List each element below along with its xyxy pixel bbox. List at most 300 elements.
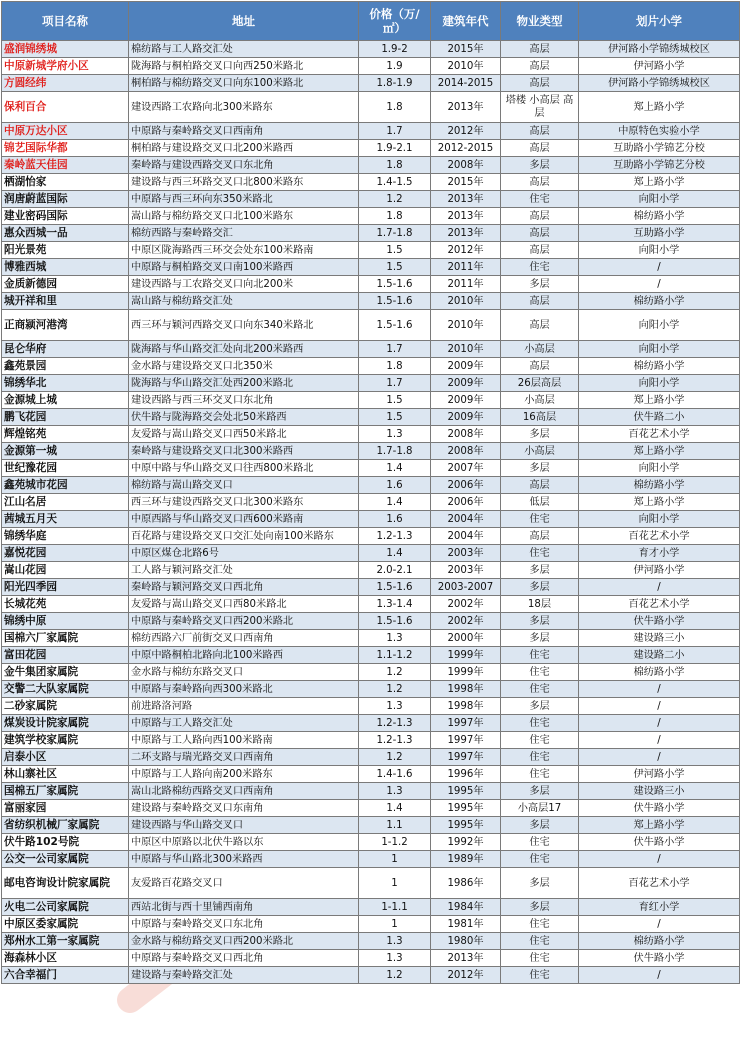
cell-build-year[interactable]: 2013年 <box>431 225 501 242</box>
cell-price[interactable]: 1-1.2 <box>359 834 431 851</box>
cell-price[interactable]: 1.3 <box>359 933 431 950</box>
cell-address[interactable]: 中原路与秦岭路交叉口西200米路北 <box>129 613 359 630</box>
cell-price[interactable]: 1.2-1.3 <box>359 732 431 749</box>
cell-property-type[interactable]: 小高层 <box>501 392 579 409</box>
cell-project-name[interactable]: 公交一公司家属院 <box>2 851 129 868</box>
cell-school[interactable]: 向阳小学 <box>579 242 740 259</box>
cell-address[interactable]: 棉纺西路与秦岭路交汇 <box>129 225 359 242</box>
cell-property-type[interactable]: 多层 <box>501 899 579 916</box>
cell-property-type[interactable]: 高层 <box>501 208 579 225</box>
cell-project-name[interactable]: 富田花园 <box>2 647 129 664</box>
cell-build-year[interactable]: 2010年 <box>431 341 501 358</box>
header-cell-year[interactable]: 建筑年代 <box>431 2 501 41</box>
cell-price[interactable]: 1.4 <box>359 460 431 477</box>
cell-build-year[interactable]: 1999年 <box>431 664 501 681</box>
cell-price[interactable]: 1.9 <box>359 58 431 75</box>
cell-build-year[interactable]: 2015年 <box>431 174 501 191</box>
cell-school[interactable]: 棉纺路小学 <box>579 358 740 375</box>
cell-project-name[interactable]: 润唐蔚蓝国际 <box>2 191 129 208</box>
cell-build-year[interactable]: 2003-2007 <box>431 579 501 596</box>
cell-property-type[interactable]: 住宅 <box>501 749 579 766</box>
cell-address[interactable]: 中原路与华山路北300米路西 <box>129 851 359 868</box>
cell-address[interactable]: 金水路与建设路交叉口北350米 <box>129 358 359 375</box>
cell-build-year[interactable]: 2003年 <box>431 562 501 579</box>
cell-build-year[interactable]: 1992年 <box>431 834 501 851</box>
cell-build-year[interactable]: 2009年 <box>431 392 501 409</box>
cell-property-type[interactable]: 高层 <box>501 293 579 310</box>
cell-property-type[interactable]: 住宅 <box>501 933 579 950</box>
cell-address[interactable]: 工人路与颖河路交汇处 <box>129 562 359 579</box>
cell-property-type[interactable]: 多层 <box>501 817 579 834</box>
cell-project-name[interactable]: 盛润锦绣城 <box>2 41 129 58</box>
cell-price[interactable]: 1.2 <box>359 967 431 984</box>
cell-address[interactable]: 秦岭路与颖河路交叉口西北角 <box>129 579 359 596</box>
cell-property-type[interactable]: 住宅 <box>501 851 579 868</box>
cell-build-year[interactable]: 2008年 <box>431 157 501 174</box>
cell-build-year[interactable]: 1998年 <box>431 681 501 698</box>
cell-project-name[interactable]: 海森林小区 <box>2 950 129 967</box>
cell-build-year[interactable]: 1981年 <box>431 916 501 933</box>
cell-property-type[interactable]: 住宅 <box>501 766 579 783</box>
cell-property-type[interactable]: 塔楼 小高层 高层 <box>501 92 579 123</box>
cell-address[interactable]: 伏牛路与陇海路交会处北50米路西 <box>129 409 359 426</box>
cell-price[interactable]: 1.8 <box>359 208 431 225</box>
cell-school[interactable]: 郑上路小学 <box>579 92 740 123</box>
cell-build-year[interactable]: 2010年 <box>431 58 501 75</box>
cell-property-type[interactable]: 住宅 <box>501 545 579 562</box>
cell-property-type[interactable]: 多层 <box>501 698 579 715</box>
cell-address[interactable]: 建设西路与华山路交叉口 <box>129 817 359 834</box>
cell-address[interactable]: 陇海路与华山路交汇处向北200米路西 <box>129 341 359 358</box>
cell-build-year[interactable]: 1997年 <box>431 732 501 749</box>
cell-price[interactable]: 1.4-1.6 <box>359 766 431 783</box>
cell-address[interactable]: 中原路与工人路交汇处 <box>129 715 359 732</box>
cell-school[interactable]: / <box>579 967 740 984</box>
cell-address[interactable]: 中原中路与华山路交叉口往西800米路北 <box>129 460 359 477</box>
cell-property-type[interactable]: 住宅 <box>501 834 579 851</box>
cell-property-type[interactable]: 小高层17 <box>501 800 579 817</box>
cell-project-name[interactable]: 国棉五厂家属院 <box>2 783 129 800</box>
cell-property-type[interactable]: 16高层 <box>501 409 579 426</box>
cell-school[interactable]: / <box>579 732 740 749</box>
cell-school[interactable]: 郑上路小学 <box>579 817 740 834</box>
cell-address[interactable]: 中原中路桐柏北路向北100米路西 <box>129 647 359 664</box>
cell-build-year[interactable]: 1980年 <box>431 933 501 950</box>
cell-school[interactable]: 向阳小学 <box>579 191 740 208</box>
cell-address[interactable]: 西三环与颖河西路交叉口向东340米路北 <box>129 310 359 341</box>
cell-build-year[interactable]: 2003年 <box>431 545 501 562</box>
cell-school[interactable]: 伏牛路小学 <box>579 613 740 630</box>
cell-price[interactable]: 1.5 <box>359 242 431 259</box>
cell-project-name[interactable]: 阳光景苑 <box>2 242 129 259</box>
cell-project-name[interactable]: 金源第一城 <box>2 443 129 460</box>
cell-address[interactable]: 友爱路与嵩山路交叉口西80米路北 <box>129 596 359 613</box>
cell-project-name[interactable]: 中原万达小区 <box>2 123 129 140</box>
cell-school[interactable]: 郑上路小学 <box>579 174 740 191</box>
cell-address[interactable]: 秦岭路与建设路交叉口北300米路西 <box>129 443 359 460</box>
cell-project-name[interactable]: 惠众西城一品 <box>2 225 129 242</box>
cell-price[interactable]: 1.4 <box>359 545 431 562</box>
cell-school[interactable]: 建设路三小 <box>579 630 740 647</box>
cell-property-type[interactable]: 住宅 <box>501 664 579 681</box>
cell-build-year[interactable]: 2012年 <box>431 123 501 140</box>
cell-project-name[interactable]: 江山名居 <box>2 494 129 511</box>
cell-address[interactable]: 二环支路与瑞光路交叉口西南角 <box>129 749 359 766</box>
cell-price[interactable]: 1.1-1.2 <box>359 647 431 664</box>
cell-build-year[interactable]: 2014-2015 <box>431 75 501 92</box>
cell-project-name[interactable]: 鑫苑景园 <box>2 358 129 375</box>
cell-project-name[interactable]: 国棉六厂家属院 <box>2 630 129 647</box>
cell-property-type[interactable]: 高层 <box>501 225 579 242</box>
cell-address[interactable]: 中原路与秦岭路向西300米路北 <box>129 681 359 698</box>
cell-project-name[interactable]: 富丽家园 <box>2 800 129 817</box>
cell-address[interactable]: 秦岭路与建设西路交叉口东北角 <box>129 157 359 174</box>
cell-price[interactable]: 1 <box>359 916 431 933</box>
cell-school[interactable]: / <box>579 851 740 868</box>
cell-property-type[interactable]: 多层 <box>501 630 579 647</box>
cell-project-name[interactable]: 鑫苑城市花园 <box>2 477 129 494</box>
cell-school[interactable]: 建设路二小 <box>579 647 740 664</box>
cell-property-type[interactable]: 住宅 <box>501 715 579 732</box>
cell-build-year[interactable]: 2011年 <box>431 276 501 293</box>
cell-build-year[interactable]: 2013年 <box>431 208 501 225</box>
cell-property-type[interactable]: 住宅 <box>501 967 579 984</box>
cell-build-year[interactable]: 2009年 <box>431 409 501 426</box>
cell-school[interactable]: / <box>579 579 740 596</box>
cell-build-year[interactable]: 2006年 <box>431 477 501 494</box>
cell-price[interactable]: 1.3 <box>359 783 431 800</box>
cell-build-year[interactable]: 1995年 <box>431 817 501 834</box>
cell-price[interactable]: 1.1 <box>359 817 431 834</box>
cell-project-name[interactable]: 世纪豫花园 <box>2 460 129 477</box>
header-cell-address[interactable]: 地址 <box>129 2 359 41</box>
cell-property-type[interactable]: 低层 <box>501 494 579 511</box>
cell-project-name[interactable]: 金源城上城 <box>2 392 129 409</box>
cell-build-year[interactable]: 2008年 <box>431 443 501 460</box>
cell-project-name[interactable]: 秦岭蓝天佳园 <box>2 157 129 174</box>
cell-property-type[interactable]: 小高层 <box>501 341 579 358</box>
cell-price[interactable]: 1.4-1.5 <box>359 174 431 191</box>
cell-address[interactable]: 中原区煤仓北路6号 <box>129 545 359 562</box>
cell-price[interactable]: 1 <box>359 868 431 899</box>
cell-price[interactable]: 1-1.1 <box>359 899 431 916</box>
cell-school[interactable]: 互助路小学锦艺分校 <box>579 140 740 157</box>
cell-project-name[interactable]: 中原区委家属院 <box>2 916 129 933</box>
cell-property-type[interactable]: 多层 <box>501 562 579 579</box>
cell-price[interactable]: 1.5 <box>359 392 431 409</box>
cell-school[interactable]: 百花艺术小学 <box>579 528 740 545</box>
cell-build-year[interactable]: 2012年 <box>431 967 501 984</box>
cell-address[interactable]: 中原路与秦岭路交叉口西北角 <box>129 950 359 967</box>
cell-school[interactable]: 郑上路小学 <box>579 392 740 409</box>
cell-property-type[interactable]: 18层 <box>501 596 579 613</box>
cell-property-type[interactable]: 高层 <box>501 140 579 157</box>
cell-address[interactable]: 棉纺西路六厂前街交叉口西南角 <box>129 630 359 647</box>
cell-school[interactable]: 中原特色实验小学 <box>579 123 740 140</box>
cell-price[interactable]: 1.7-1.8 <box>359 225 431 242</box>
cell-address[interactable]: 桐柏路与建设路交叉口北200米路西 <box>129 140 359 157</box>
cell-address[interactable]: 百花路与建设路交叉口交汇处向南100米路东 <box>129 528 359 545</box>
cell-address[interactable]: 建设路与西三环路交叉口北800米路东 <box>129 174 359 191</box>
cell-property-type[interactable]: 高层 <box>501 477 579 494</box>
cell-build-year[interactable]: 1989年 <box>431 851 501 868</box>
cell-address[interactable]: 前进路洛河路 <box>129 698 359 715</box>
cell-school[interactable]: 棉纺路小学 <box>579 477 740 494</box>
cell-address[interactable]: 建设路与秦岭路交叉口东南角 <box>129 800 359 817</box>
cell-build-year[interactable]: 2004年 <box>431 511 501 528</box>
cell-address[interactable]: 建设西路与西三环交叉口东北角 <box>129 392 359 409</box>
cell-address[interactable]: 嵩山路与棉纺路交汇处 <box>129 293 359 310</box>
cell-build-year[interactable]: 2012年 <box>431 242 501 259</box>
cell-property-type[interactable]: 多层 <box>501 157 579 174</box>
cell-build-year[interactable]: 2004年 <box>431 528 501 545</box>
cell-school[interactable]: 伏牛路小学 <box>579 800 740 817</box>
cell-project-name[interactable]: 省纺织机械厂家属院 <box>2 817 129 834</box>
cell-property-type[interactable]: 26层高层 <box>501 375 579 392</box>
cell-address[interactable]: 金水路与棉纺路交叉口西200米路北 <box>129 933 359 950</box>
cell-price[interactable]: 1.5 <box>359 409 431 426</box>
cell-price[interactable]: 1.4 <box>359 494 431 511</box>
cell-price[interactable]: 2.0-2.1 <box>359 562 431 579</box>
cell-property-type[interactable]: 住宅 <box>501 511 579 528</box>
cell-address[interactable]: 陇海路与桐柏路交叉口向西250米路北 <box>129 58 359 75</box>
cell-address[interactable]: 棉纺路与嵩山路交叉口 <box>129 477 359 494</box>
cell-address[interactable]: 西站北街与西十里铺西南角 <box>129 899 359 916</box>
cell-school[interactable]: 向阳小学 <box>579 460 740 477</box>
cell-project-name[interactable]: 方圆经纬 <box>2 75 129 92</box>
cell-price[interactable]: 1.4 <box>359 800 431 817</box>
cell-build-year[interactable]: 1999年 <box>431 647 501 664</box>
cell-address[interactable]: 中原路与工人路向西100米路南 <box>129 732 359 749</box>
cell-build-year[interactable]: 1997年 <box>431 749 501 766</box>
cell-project-name[interactable]: 阳光四季园 <box>2 579 129 596</box>
cell-property-type[interactable]: 住宅 <box>501 916 579 933</box>
cell-property-type[interactable]: 小高层 <box>501 443 579 460</box>
cell-project-name[interactable]: 城开祥和里 <box>2 293 129 310</box>
cell-price[interactable]: 1.9-2.1 <box>359 140 431 157</box>
cell-project-name[interactable]: 伏牛路102号院 <box>2 834 129 851</box>
cell-project-name[interactable]: 辉煌铭苑 <box>2 426 129 443</box>
cell-school[interactable]: 棉纺路小学 <box>579 208 740 225</box>
cell-price[interactable]: 1.8 <box>359 157 431 174</box>
cell-school[interactable]: 伏牛路小学 <box>579 950 740 967</box>
cell-build-year[interactable]: 2009年 <box>431 358 501 375</box>
cell-price[interactable]: 1.5-1.6 <box>359 293 431 310</box>
cell-price[interactable]: 1.7 <box>359 123 431 140</box>
cell-school[interactable]: 百花艺术小学 <box>579 596 740 613</box>
cell-price[interactable]: 1.6 <box>359 511 431 528</box>
cell-property-type[interactable]: 住宅 <box>501 191 579 208</box>
cell-address[interactable]: 中原路与秦岭路交叉口东北角 <box>129 916 359 933</box>
cell-project-name[interactable]: 启泰小区 <box>2 749 129 766</box>
cell-price[interactable]: 1.7 <box>359 375 431 392</box>
cell-project-name[interactable]: 火电二公司家属院 <box>2 899 129 916</box>
cell-build-year[interactable]: 2012-2015 <box>431 140 501 157</box>
cell-build-year[interactable]: 2013年 <box>431 950 501 967</box>
cell-project-name[interactable]: 交警二大队家属院 <box>2 681 129 698</box>
cell-build-year[interactable]: 2002年 <box>431 596 501 613</box>
cell-address[interactable]: 建设路与秦岭路交汇处 <box>129 967 359 984</box>
cell-school[interactable]: / <box>579 715 740 732</box>
cell-address[interactable]: 中原路与西三环向东350米路北 <box>129 191 359 208</box>
cell-address[interactable]: 友爱路与嵩山路交叉口西50米路北 <box>129 426 359 443</box>
cell-price[interactable]: 1.3 <box>359 950 431 967</box>
cell-school[interactable]: 棉纺路小学 <box>579 293 740 310</box>
cell-project-name[interactable]: 保利百合 <box>2 92 129 123</box>
cell-price[interactable]: 1.7-1.8 <box>359 443 431 460</box>
cell-address[interactable]: 中原区中原路以北伏牛路以东 <box>129 834 359 851</box>
cell-price[interactable]: 1.5-1.6 <box>359 276 431 293</box>
cell-build-year[interactable]: 2010年 <box>431 293 501 310</box>
cell-school[interactable]: 郑上路小学 <box>579 494 740 511</box>
cell-project-name[interactable]: 长城花苑 <box>2 596 129 613</box>
cell-address[interactable]: 陇海路与华山路交汇处西200米路北 <box>129 375 359 392</box>
cell-project-name[interactable]: 邮电咨询设计院家属院 <box>2 868 129 899</box>
cell-school[interactable]: / <box>579 916 740 933</box>
cell-price[interactable]: 1.7 <box>359 341 431 358</box>
cell-address[interactable]: 中原路与工人路向南200米路东 <box>129 766 359 783</box>
cell-school[interactable]: 棉纺路小学 <box>579 933 740 950</box>
header-cell-school[interactable]: 划片小学 <box>579 2 740 41</box>
cell-school[interactable]: 育才小学 <box>579 545 740 562</box>
cell-property-type[interactable]: 高层 <box>501 123 579 140</box>
cell-build-year[interactable]: 1986年 <box>431 868 501 899</box>
cell-project-name[interactable]: 金质新德园 <box>2 276 129 293</box>
cell-project-name[interactable]: 锦绣华北 <box>2 375 129 392</box>
cell-property-type[interactable]: 住宅 <box>501 732 579 749</box>
cell-address[interactable]: 中原西路与华山路交叉口西600米路南 <box>129 511 359 528</box>
cell-school[interactable]: 育红小学 <box>579 899 740 916</box>
cell-school[interactable]: 郑上路小学 <box>579 443 740 460</box>
cell-build-year[interactable]: 1996年 <box>431 766 501 783</box>
cell-school[interactable]: 棉纺路小学 <box>579 664 740 681</box>
cell-school[interactable]: 向阳小学 <box>579 341 740 358</box>
cell-project-name[interactable]: 建筑学校家属院 <box>2 732 129 749</box>
cell-property-type[interactable]: 多层 <box>501 460 579 477</box>
cell-address[interactable]: 中原路与秦岭路交叉口西南角 <box>129 123 359 140</box>
cell-address[interactable]: 金水路与棉纺东路交叉口 <box>129 664 359 681</box>
cell-price[interactable]: 1.2 <box>359 681 431 698</box>
cell-price[interactable]: 1.5-1.6 <box>359 310 431 341</box>
cell-property-type[interactable]: 高层 <box>501 41 579 58</box>
cell-address[interactable]: 建设西路与工农路交叉口向北200米 <box>129 276 359 293</box>
cell-price[interactable]: 1 <box>359 851 431 868</box>
cell-build-year[interactable]: 2015年 <box>431 41 501 58</box>
cell-school[interactable]: 伊河路小学锦绣城校区 <box>579 41 740 58</box>
cell-project-name[interactable]: 林山寨社区 <box>2 766 129 783</box>
cell-school[interactable]: / <box>579 259 740 276</box>
cell-school[interactable]: 建设路三小 <box>579 783 740 800</box>
cell-address[interactable]: 嵩山北路棉纺西路交叉口西南角 <box>129 783 359 800</box>
cell-price[interactable]: 1.5 <box>359 259 431 276</box>
cell-price[interactable]: 1.3 <box>359 698 431 715</box>
cell-project-name[interactable]: 煤炭设计院家属院 <box>2 715 129 732</box>
cell-build-year[interactable]: 1995年 <box>431 783 501 800</box>
cell-price[interactable]: 1.2 <box>359 749 431 766</box>
header-cell-name[interactable]: 项目名称 <box>2 2 129 41</box>
cell-project-name[interactable]: 嘉悦花园 <box>2 545 129 562</box>
cell-property-type[interactable]: 住宅 <box>501 647 579 664</box>
cell-school[interactable]: / <box>579 276 740 293</box>
cell-project-name[interactable]: 金牛集团家属院 <box>2 664 129 681</box>
cell-address[interactable]: 嵩山路与棉纺路交叉口北100米路东 <box>129 208 359 225</box>
cell-property-type[interactable]: 住宅 <box>501 259 579 276</box>
cell-build-year[interactable]: 2008年 <box>431 426 501 443</box>
cell-property-type[interactable]: 高层 <box>501 310 579 341</box>
cell-project-name[interactable]: 鹏飞花园 <box>2 409 129 426</box>
header-cell-type[interactable]: 物业类型 <box>501 2 579 41</box>
cell-school[interactable]: 伊河路小学 <box>579 562 740 579</box>
cell-property-type[interactable]: 高层 <box>501 174 579 191</box>
cell-price[interactable]: 1.6 <box>359 477 431 494</box>
cell-price[interactable]: 1.3-1.4 <box>359 596 431 613</box>
cell-school[interactable]: 伊河路小学 <box>579 58 740 75</box>
cell-build-year[interactable]: 2007年 <box>431 460 501 477</box>
cell-project-name[interactable]: 昆仑华府 <box>2 341 129 358</box>
cell-address[interactable]: 棉纺路与工人路交汇处 <box>129 41 359 58</box>
cell-project-name[interactable]: 锦艺国际华都 <box>2 140 129 157</box>
cell-property-type[interactable]: 高层 <box>501 75 579 92</box>
cell-property-type[interactable]: 高层 <box>501 242 579 259</box>
cell-school[interactable]: 伊河路小学 <box>579 766 740 783</box>
cell-price[interactable]: 1.2-1.3 <box>359 528 431 545</box>
cell-address[interactable]: 友爱路百花路交叉口 <box>129 868 359 899</box>
cell-build-year[interactable]: 2006年 <box>431 494 501 511</box>
cell-school[interactable]: / <box>579 698 740 715</box>
cell-build-year[interactable]: 1997年 <box>431 715 501 732</box>
cell-school[interactable]: / <box>579 681 740 698</box>
cell-project-name[interactable]: 正商颍河港湾 <box>2 310 129 341</box>
cell-price[interactable]: 1.8 <box>359 92 431 123</box>
cell-address[interactable]: 建设西路工农路向北300米路东 <box>129 92 359 123</box>
cell-price[interactable]: 1.3 <box>359 630 431 647</box>
cell-build-year[interactable]: 2013年 <box>431 191 501 208</box>
cell-price[interactable]: 1.9-2 <box>359 41 431 58</box>
cell-property-type[interactable]: 住宅 <box>501 681 579 698</box>
cell-price[interactable]: 1.2 <box>359 191 431 208</box>
cell-project-name[interactable]: 嵩山花园 <box>2 562 129 579</box>
cell-project-name[interactable]: 建业密码国际 <box>2 208 129 225</box>
cell-property-type[interactable]: 多层 <box>501 579 579 596</box>
cell-address[interactable]: 西三环与建设西路交叉口北300米路东 <box>129 494 359 511</box>
cell-price[interactable]: 1.5-1.6 <box>359 579 431 596</box>
cell-property-type[interactable]: 多层 <box>501 426 579 443</box>
cell-project-name[interactable]: 六合幸福门 <box>2 967 129 984</box>
cell-address[interactable]: 桐柏路与棉纺路交叉口向东100米路北 <box>129 75 359 92</box>
cell-school[interactable]: 向阳小学 <box>579 511 740 528</box>
cell-property-type[interactable]: 住宅 <box>501 950 579 967</box>
cell-address[interactable]: 中原路与桐柏路交叉口南100米路西 <box>129 259 359 276</box>
cell-project-name[interactable]: 博雅西城 <box>2 259 129 276</box>
cell-build-year[interactable]: 1998年 <box>431 698 501 715</box>
cell-project-name[interactable]: 栖湖怡家 <box>2 174 129 191</box>
cell-property-type[interactable]: 高层 <box>501 58 579 75</box>
cell-price[interactable]: 1.8 <box>359 358 431 375</box>
cell-build-year[interactable]: 2011年 <box>431 259 501 276</box>
cell-property-type[interactable]: 多层 <box>501 613 579 630</box>
cell-project-name[interactable]: 二砂家属院 <box>2 698 129 715</box>
cell-build-year[interactable]: 1995年 <box>431 800 501 817</box>
cell-property-type[interactable]: 多层 <box>501 276 579 293</box>
cell-property-type[interactable]: 高层 <box>501 528 579 545</box>
cell-school[interactable]: 互助路小学锦艺分校 <box>579 157 740 174</box>
cell-school[interactable]: 互助路小学 <box>579 225 740 242</box>
cell-build-year[interactable]: 2002年 <box>431 613 501 630</box>
cell-school[interactable]: 向阳小学 <box>579 310 740 341</box>
cell-build-year[interactable]: 2013年 <box>431 92 501 123</box>
cell-property-type[interactable]: 高层 <box>501 358 579 375</box>
cell-property-type[interactable]: 多层 <box>501 868 579 899</box>
